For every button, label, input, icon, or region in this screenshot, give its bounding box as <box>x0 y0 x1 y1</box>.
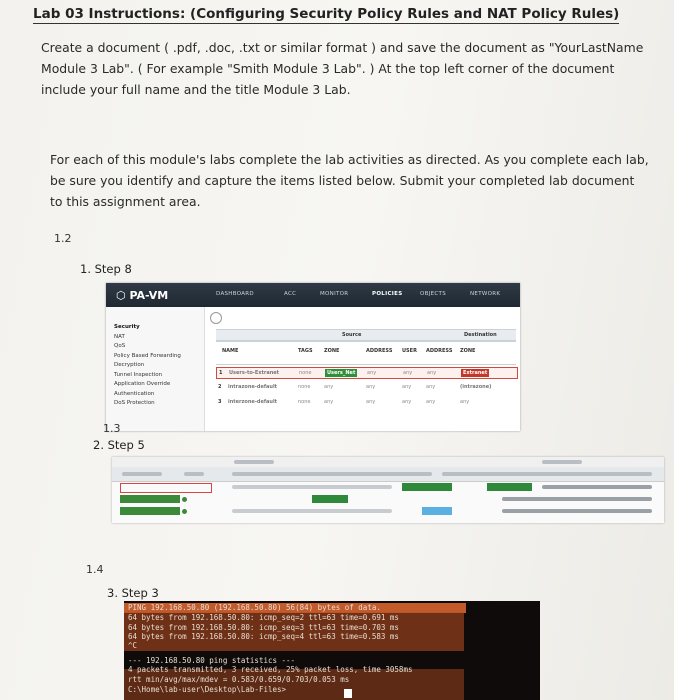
terminal-line-3: 64 bytes from 192.168.50.80: icmp_seq=3 ttl=63 time=0.703 ms <box>128 623 399 632</box>
terminal-line-7: 4 packets transmitted, 3 received, 25% packet loss, time 3058ms <box>128 665 413 674</box>
sidebar-item-app-override[interactable]: Application Override <box>114 381 171 387</box>
nav-acc[interactable]: ACC <box>284 291 297 297</box>
table-row-2-zone <box>120 495 180 503</box>
table-row-3-zone <box>120 507 180 515</box>
status-dot <box>182 497 187 502</box>
source-group-header: Source <box>342 332 362 338</box>
row-1-name: Users-to-Extranet <box>229 370 280 376</box>
nav-network[interactable]: NETWORK <box>470 291 501 297</box>
zone-badge <box>312 495 348 503</box>
status-dot <box>182 509 187 514</box>
nav-dashboard[interactable]: DASHBOARD <box>216 291 254 297</box>
section-label-1-2: 1.2 <box>54 232 72 245</box>
instructions-paragraph-2: For each of this module's labs complete the lab activities as directed. As you complete each lab, be sure you identify and capture the items listed below. Submit your completed lab document to this assignment area. <box>50 152 649 209</box>
blur-label <box>442 472 652 476</box>
col-name[interactable]: NAME <box>222 348 239 354</box>
pa-vm-header <box>106 283 520 307</box>
blur-cells <box>542 485 652 489</box>
policy-row-1[interactable]: 1 Users-to-Extranet none Users_Net any any any Extranet <box>216 367 518 379</box>
sidebar-item-dos-protection[interactable]: DoS Protection <box>114 400 155 406</box>
sidebar-item-pbf[interactable]: Policy Based Forwarding <box>114 352 181 359</box>
sidebar-item-nat[interactable]: NAT <box>114 333 125 340</box>
group-header-row <box>216 329 516 341</box>
terminal-line-6: --- 192.168.50.80 ping statistics --- <box>128 656 296 665</box>
terminal-prompt[interactable]: C:\Home\lab-user\Desktop\Lab-Files> <box>128 685 287 694</box>
col-dest-zone[interactable]: ZONE <box>460 348 476 354</box>
blur-cells <box>232 509 392 513</box>
zone-badge <box>422 507 452 515</box>
nav-objects[interactable]: OBJECTS <box>420 291 446 297</box>
blur-label <box>232 472 432 476</box>
sidebar-item-decryption[interactable]: Decryption <box>114 362 145 368</box>
nav-monitor[interactable]: MONITOR <box>320 291 349 297</box>
sidebar-item-security[interactable]: Security <box>114 324 140 330</box>
terminal-line-4: 64 bytes from 192.168.50.80: icmp_seq=4 ttl=63 time=0.583 ms <box>128 632 399 641</box>
column-header-row <box>216 341 516 365</box>
step-3-label: 3. Step 3 <box>107 586 159 600</box>
zone-badge <box>402 483 452 491</box>
sidebar-item-qos[interactable]: QoS <box>114 343 126 349</box>
row-1-dest-zone: Extranet <box>463 370 488 376</box>
col-user[interactable]: USER <box>402 348 417 354</box>
col-dest-address[interactable]: ADDRESS <box>426 348 453 354</box>
document-title: Lab 03 Instructions: (Configuring Security Policy Rules and NAT Policy Rules) <box>33 6 620 22</box>
blur-label <box>122 472 162 476</box>
pa-vm-screenshot <box>106 283 520 431</box>
policy-row-2[interactable]: 2 intrazone-default none any any any any (intrazone) <box>218 384 492 390</box>
blur-label <box>184 472 204 476</box>
sidebar-item-authentication[interactable]: Authentication <box>114 390 155 397</box>
step-2-label: 2. Step 5 <box>93 438 145 452</box>
terminal-cursor <box>344 689 352 698</box>
terminal-line-2: 64 bytes from 192.168.50.80: icmp_seq=2 ttl=63 time=0.691 ms <box>128 613 399 622</box>
section-label-1-4: 1.4 <box>86 563 104 576</box>
policy-sidebar <box>106 307 205 431</box>
row-1-zone: Users_Net <box>327 370 356 376</box>
terminal-screenshot <box>124 601 540 700</box>
col-zone[interactable]: ZONE <box>324 348 340 354</box>
destination-group-header: Destination <box>464 332 497 338</box>
blur-label <box>234 460 274 464</box>
col-tags[interactable]: TAGS <box>298 348 313 354</box>
instructions-paragraph-1: Create a document ( .pdf, .doc, .txt or similar format ) and save the document as "YourLastName Module 3 Lab". ( For example "Smith Module 3 Lab". ) At the top left corner of the document include your full name and the title Module 3 Lab. <box>41 40 644 97</box>
terminal-line-5: ^C <box>128 641 138 650</box>
blur-label <box>542 460 582 464</box>
policy-row-3[interactable]: 3 interzone-default none any any any any any <box>218 399 470 405</box>
nav-policies[interactable]: POLICIES <box>372 291 403 297</box>
col-address[interactable]: ADDRESS <box>366 348 393 354</box>
table-row-1[interactable] <box>120 483 212 493</box>
step-1-label: 1. Step 8 <box>80 262 132 276</box>
sidebar-item-tunnel-inspection[interactable]: Tunnel Inspection <box>114 371 163 378</box>
row-3-name: interzone-default <box>228 399 278 405</box>
pa-vm-logo: ⬡ PA-VM <box>116 289 169 302</box>
blur-cells <box>232 485 392 489</box>
section-label-1-3: 1.3 <box>103 422 121 435</box>
app-badge <box>487 483 532 491</box>
blur-cells <box>502 509 652 513</box>
row-2-name: intrazone-default <box>228 384 278 390</box>
blur-cells <box>502 497 652 501</box>
policy-table-screenshot <box>112 457 664 523</box>
terminal-line-8: rtt min/avg/max/mdev = 0.583/0.659/0.703/0.053 ms <box>128 675 350 684</box>
search-icon[interactable] <box>210 312 222 324</box>
terminal-line-1: PING 192.168.50.80 (192.168.50.80) 56(84) bytes of data. <box>128 603 381 612</box>
